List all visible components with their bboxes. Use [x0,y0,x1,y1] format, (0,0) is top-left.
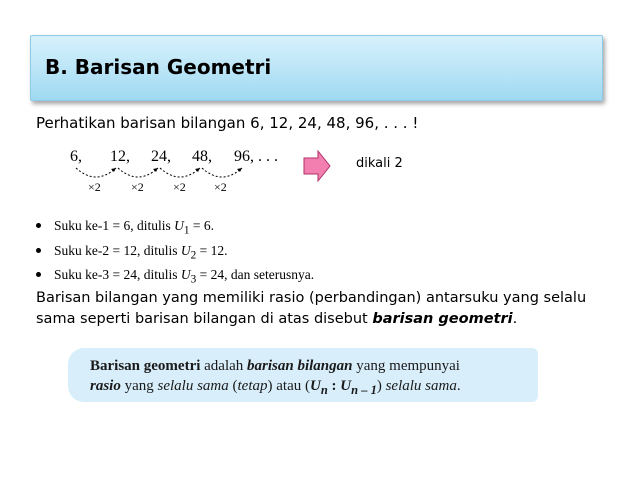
multiplier-note: dikali 2 [356,156,403,171]
right-arrow-icon [304,151,330,181]
definition-text: Barisan geometri adalah barisan bilangan yang mempunyai rasio yang selalu sama (tetap) atau ($U_n$ : $U_{n - 1}$) selalu sama. [90,358,461,397]
arrowhead-icon [195,168,200,172]
multiplier-label: ×2 [173,180,186,194]
explanation-paragraph: Barisan bilangan yang memiliki rasio (perbandingan) antarsuku yang selalu sama seperti barisan bilangan di atas disebut barisan geometri. [36,290,587,327]
list-item: Suku ke-2 = 12, ditulis $U_2 = 12$. [32,241,314,266]
sequence-term: 96, . . . [234,148,278,165]
sequence-term: 24, [151,148,171,165]
term-list [32,216,314,290]
intro-text: Perhatikan barisan bilangan 6, 12, 24, 48, 96, . . . ! [36,114,419,132]
arrowhead-icon [111,168,116,172]
multiplier-label: ×2 [214,180,227,194]
multiplier-label: ×2 [88,180,101,194]
page-title: B. Barisan Geometri [45,55,272,79]
multiplier-arc [160,168,200,177]
arrowhead-icon [153,168,158,172]
multiplier-label: ×2 [131,180,144,194]
emphasis-term: barisan geometri [372,311,513,327]
list-item: Suku ke-1 = 6, ditulis $U_1 = 6$. [32,216,314,241]
sequence-term: 6, [70,148,82,165]
multiplier-arc [76,168,116,177]
list-item: Suku ke-3 = 24, ditulis $U_3 = 24$, dan seterusnya. [32,265,314,290]
sequence-term: 48, [192,148,212,165]
arrowhead-icon [237,168,242,172]
multiplier-arc [202,168,242,177]
definition-box [68,348,538,402]
sequence-term: 12, [110,148,130,165]
multiplier-arc [118,168,158,177]
